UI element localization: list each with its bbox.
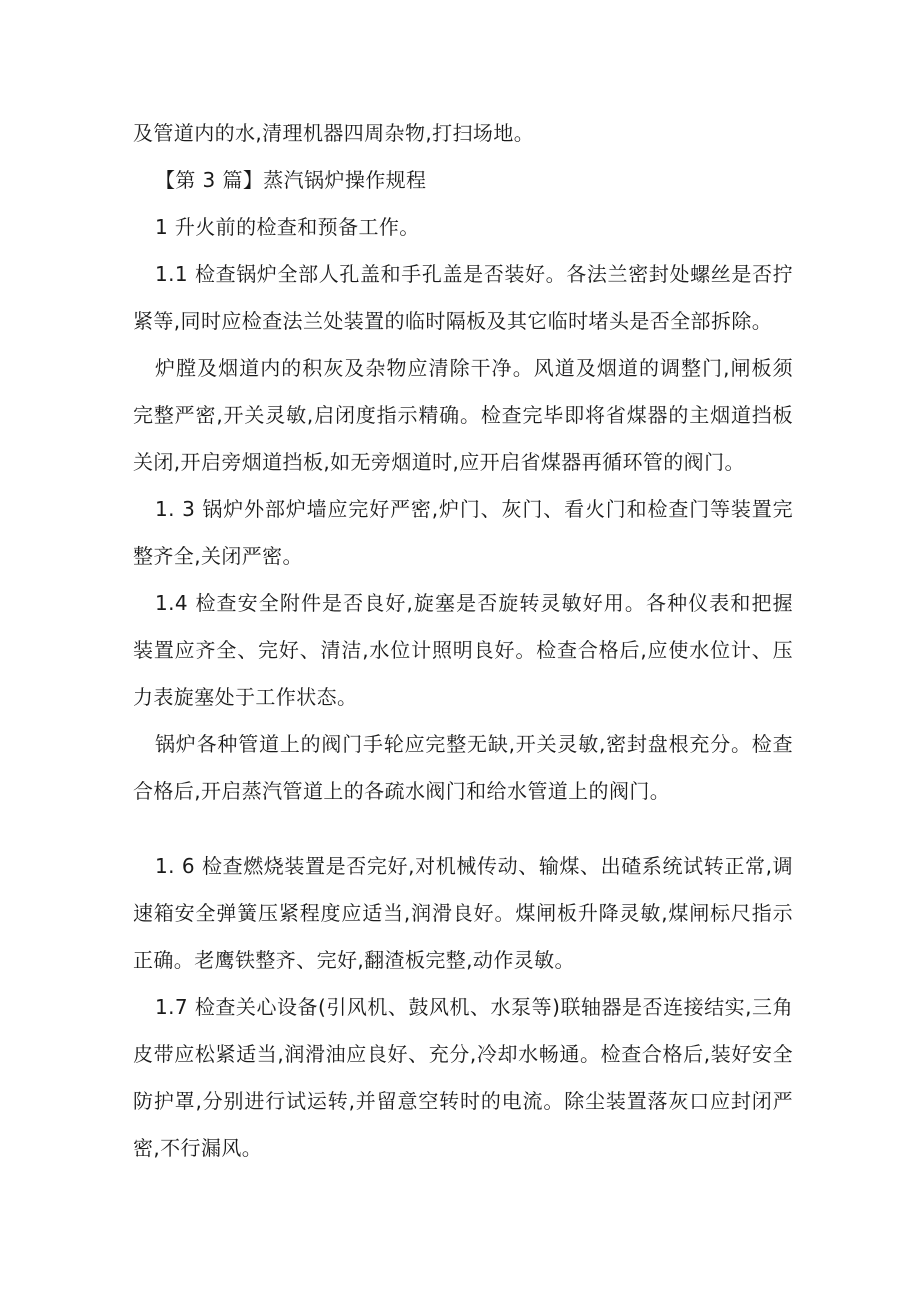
paragraph-valves: 锅炉各种管道上的阀门手轮应完整无缺,开关灵敏,密封盘根充分。检查合格后,开启蒸汽管道上的各疏水阀门和给水管道上的阀门。 xyxy=(133,732,793,803)
subsection-heading: 1 升火前的检查和预备工作。 xyxy=(155,215,420,239)
paragraph-furnace: 炉膛及烟道内的积灰及杂物应清除干净。风道及烟道的调整门,闸板须完整严密,开关灵敏,启闭度指示精确。检查完毕即将省煤器的主烟道挡板关闭,开启旁烟道挡板,如无旁烟道时,应开启省煤器再循环管的阀门。 xyxy=(133,356,793,474)
paragraph-1-4: 1.4 检查安全附件是否良好,旋塞是否旋转灵敏好用。各种仪表和把握装置应齐全、完好、清洁,水位计照明良好。检查合格后,应使水位计、压力表旋塞处于工作状态。 xyxy=(133,591,793,709)
paragraph-1-7: 1.7 检查关心设备(引风机、鼓风机、水泵等)联轴器是否连接结实,三角皮带应松紧适当,润滑油应良好、充分,冷却水畅通。检查合格后,装好安全防护罩,分别进行试运转,并留意空转时的电流。除尘装置落灰口应封闭严密,不行漏风。 xyxy=(133,995,793,1160)
paragraph-continuation: 及管道内的水,清理机器四周杂物,打扫场地。 xyxy=(133,121,535,145)
paragraph-1-3: 1. 3 锅炉外部炉墙应完好严密,炉门、灰门、看火门和检查门等装置完整齐全,关闭严密。 xyxy=(133,497,793,568)
paragraph-1-1: 1.1 检查锅炉全部人孔盖和手孔盖是否装好。各法兰密封处螺丝是否拧紧等,同时应检查法兰处装置的临时隔板及其它临时堵头是否全部拆除。 xyxy=(133,262,793,333)
document-body xyxy=(133,110,793,1172)
paragraph-1-6: 1. 6 检查燃烧装置是否完好,对机械传动、输煤、出碴系统试转正常,调速箱安全弹簧压紧程度应适当,润滑良好。煤闸板升降灵敏,煤闸标尺指示正确。老鹰铁整齐、完好,翻渣板完整,动作灵敏。 xyxy=(133,854,793,972)
section-heading: 【第 3 篇】蒸汽锅炉操作规程 xyxy=(155,168,427,192)
